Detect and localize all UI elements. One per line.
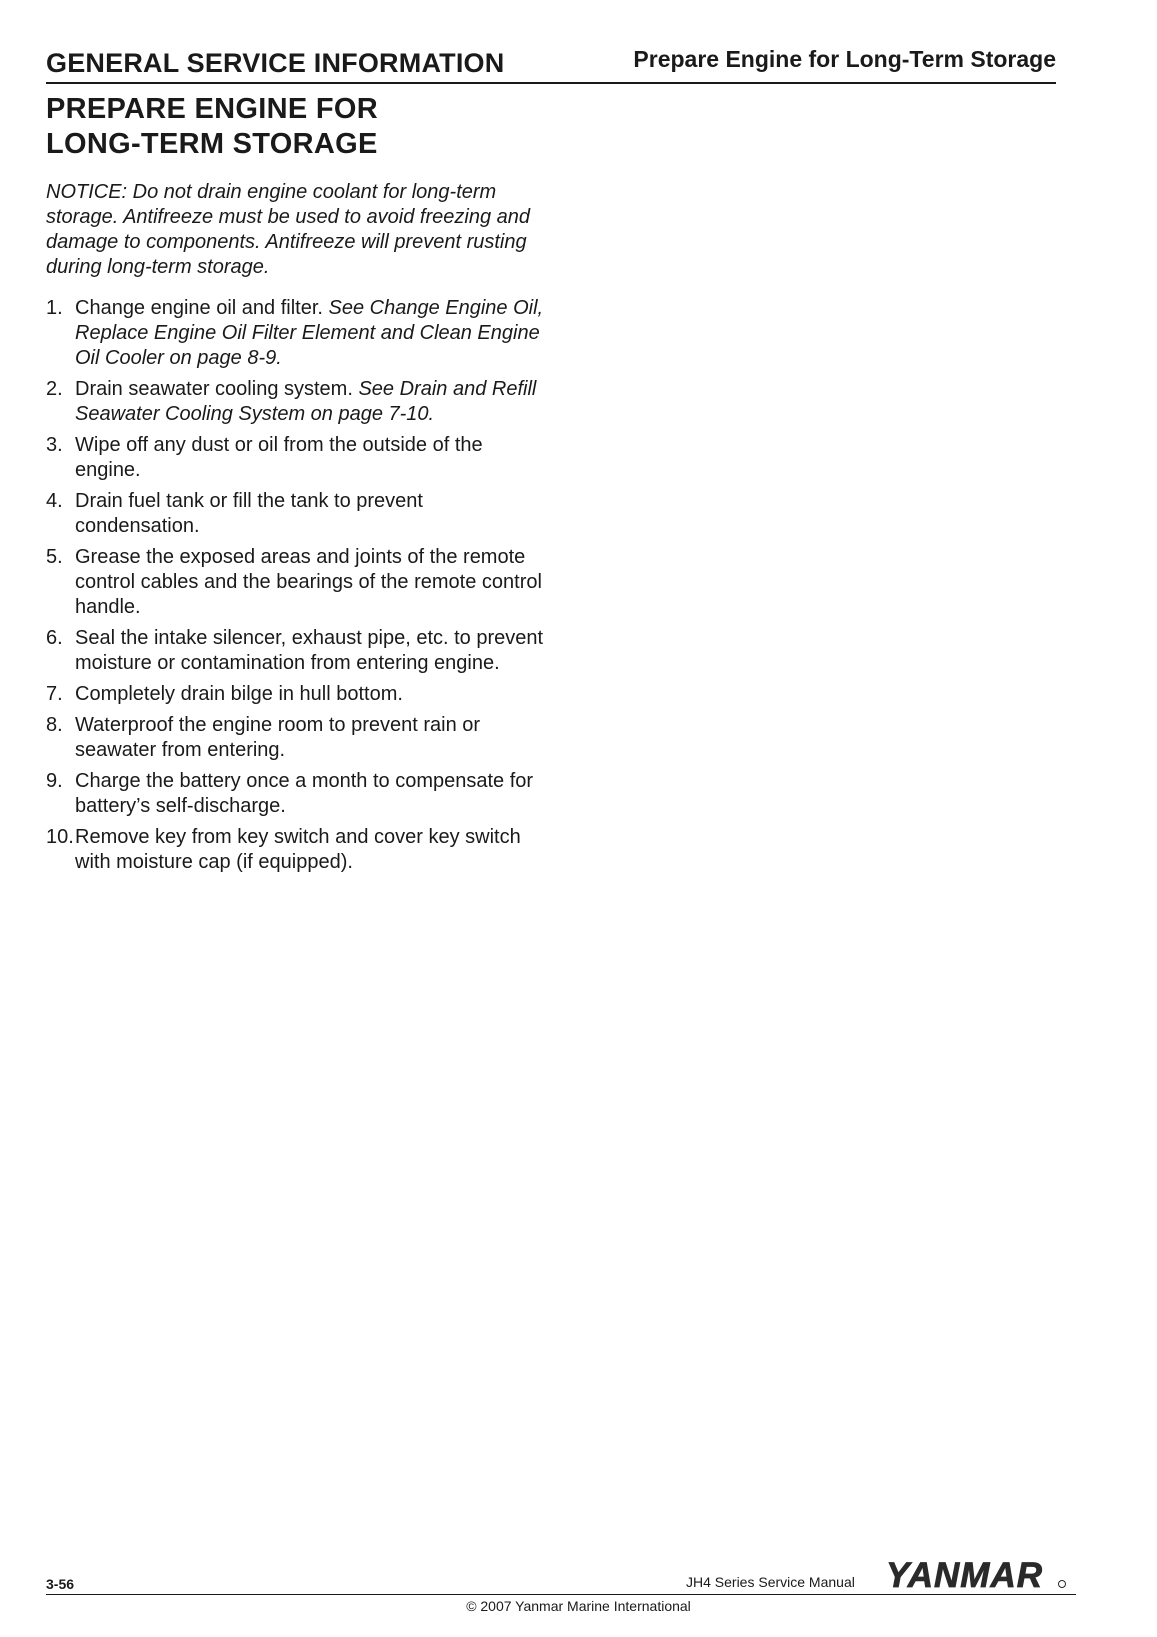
page-title [46, 92, 546, 162]
step-number: 4. [46, 490, 63, 512]
step-number: 5. [46, 546, 63, 568]
step-item [46, 825, 546, 875]
yanmar-logo [882, 1558, 1076, 1592]
step-number: 6. [46, 627, 63, 649]
manual-title: JH4 Series Service Manual [686, 1574, 855, 1590]
page-title-line-2: LONG-TERM STORAGE [46, 128, 378, 160]
step-text: Completely drain bilge in hull bottom. [75, 683, 403, 705]
step-text: Wipe off any dust or oil from the outside of the engine. [75, 434, 483, 481]
step-number: 3. [46, 434, 63, 456]
step-cross-reference: See Drain and Refill Seawater Cooling System on page 7-10. [75, 378, 537, 425]
step-text: Drain seawater cooling system. [75, 378, 359, 400]
step-item [46, 489, 546, 539]
step-item [46, 713, 546, 763]
step-text: Seal the intake silencer, exhaust pipe, etc. to prevent moisture or contamination from entering engine. [75, 627, 544, 674]
step-text: Waterproof the engine room to prevent rain or seawater from entering. [75, 714, 481, 761]
step-text: Grease the exposed areas and joints of the remote control cables and the bearings of the remote control handle. [75, 546, 542, 618]
storage-steps-list [46, 296, 546, 875]
page-number: 3-56 [46, 1576, 75, 1592]
step-number: 10. [46, 826, 74, 848]
step-item [46, 682, 546, 707]
step-item [46, 545, 546, 620]
step-text: Remove key from key switch and cover key switch with moisture cap (if equipped). [75, 826, 521, 873]
page-content [46, 92, 546, 881]
topic-title: Prepare Engine for Long-Term Storage [633, 46, 1056, 72]
yanmar-logo-text: YANMAR [886, 1558, 1044, 1592]
step-cross-reference: See Change Engine Oil, Replace Engine Oil Filter Element and Clean Engine Oil Cooler on page 8-9. [75, 297, 544, 369]
section-title: GENERAL SERVICE INFORMATION [46, 48, 505, 78]
step-item [46, 377, 546, 427]
notice-text: NOTICE: Do not drain engine coolant for long-term storage. Antifreeze must be used to avoid freezing and damage to components. Antifreeze will prevent rusting during long-term storage. [46, 181, 530, 278]
step-number: 1. [46, 297, 63, 319]
copyright-notice: © 2007 Yanmar Marine International [466, 1598, 691, 1614]
page-title-line-1: PREPARE ENGINE FOR [46, 93, 378, 125]
step-number: 7. [46, 683, 63, 705]
page-header [46, 48, 1056, 84]
step-item [46, 433, 546, 483]
step-item [46, 769, 546, 819]
step-number: 9. [46, 770, 63, 792]
step-text: Charge the battery once a month to compensate for battery’s self-discharge. [75, 770, 534, 817]
page-footer [46, 1558, 1076, 1595]
step-item [46, 296, 546, 371]
step-text: Change engine oil and filter. [75, 297, 329, 319]
step-number: 8. [46, 714, 63, 736]
step-item [46, 626, 546, 676]
step-number: 2. [46, 378, 63, 400]
step-text: Drain fuel tank or fill the tank to prevent condensation. [75, 490, 423, 537]
